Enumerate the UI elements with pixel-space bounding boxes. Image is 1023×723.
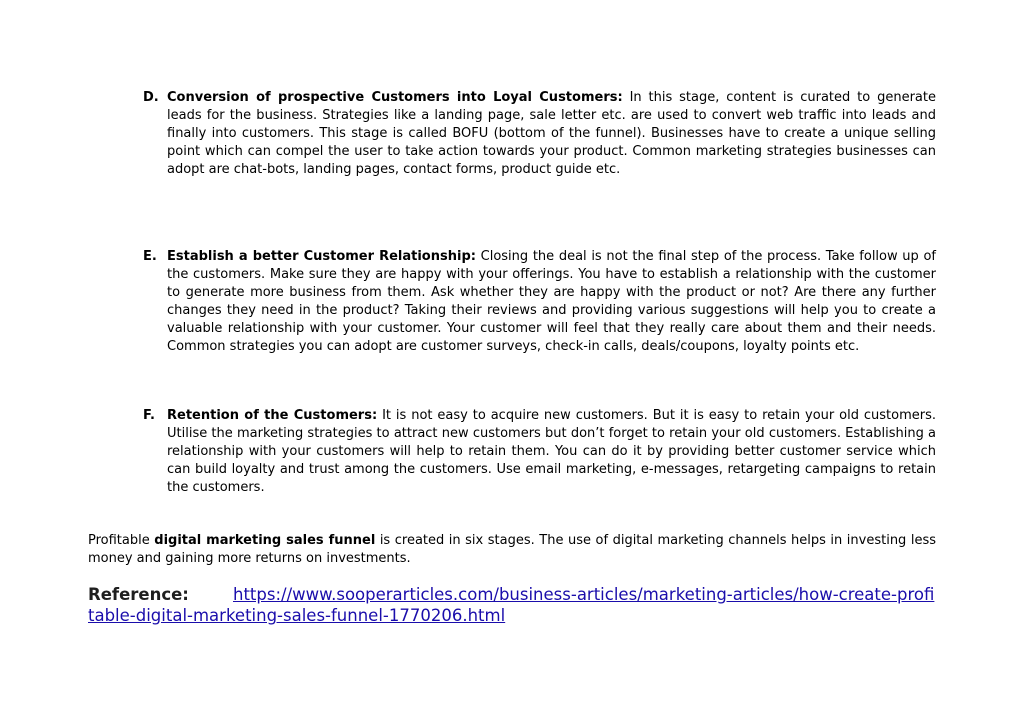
list-item-heading: Conversion of prospective Customers into Loyal Customers: [167, 90, 623, 105]
list-item-heading: Retention of the Customers: [167, 408, 378, 423]
list-item-text: It is not easy to acquire new customers. But it is easy to retain your old customers. Utilise the marketing strategies to attract new customers but don’t forget to retain your old customers. Establishing a relationship with your customers will help to retain them. You can do it by providing better customer service which can build loyalty and trust among the customers. Use email marketing, e-messages, retargeting campaigns to retain the customers. [167, 408, 936, 495]
list-item-e [143, 248, 936, 356]
reference-section [88, 584, 936, 626]
list-item-body [167, 248, 936, 356]
summary-prefix: Profitable [88, 533, 155, 548]
list-item-heading: Establish a better Customer Relationship: [167, 249, 476, 264]
list-marker: D. [143, 90, 159, 105]
list-item-body [167, 89, 936, 179]
summary-paragraph [88, 532, 936, 568]
list-marker: F. [143, 408, 155, 423]
list-item-text: In this stage, content is curated to generate leads for the business. Strategies like a landing page, sale letter etc. are used to convert web traffic into leads and finally into customers. This stage is called BOFU (bottom of the funnel). Businesses have to create a unique selling point which can compel the user to take action towards your product. Common marketing strategies businesses can adopt are chat-bots, landing pages, contact forms, product guide etc. [167, 90, 936, 177]
reference-label: Reference: [88, 585, 189, 604]
summary-suffix: is created in six stages. The use of digital marketing channels helps in investing less money and gaining more returns on investments. [88, 533, 936, 566]
reference-link[interactable]: https://www.sooperarticles.com/business-articles/marketing-articles/how-create-profitable-digital-marketing-sales-funnel-1770206.html [88, 585, 935, 625]
list-item-f [143, 407, 936, 497]
list-item-text: Closing the deal is not the final step of the process. Take follow up of the customers. Make sure they are happy with your offerings. You have to establish a relationship with the customer to generate more business from them. Ask whether they are happy with the product or not? Are there any further changes they need in the product? Taking their reviews and providing various suggestions will help you to create a valuable relationship with your customer. Your customer will feel that they really care about them and their needs. Common strategies you can adopt are customer surveys, check-in calls, deals/coupons, loyalty points etc. [167, 249, 936, 354]
list-marker: E. [143, 249, 157, 264]
list-item-d [143, 89, 936, 179]
summary-strong: digital marketing sales funnel [154, 533, 376, 548]
list-item-body [167, 407, 936, 497]
